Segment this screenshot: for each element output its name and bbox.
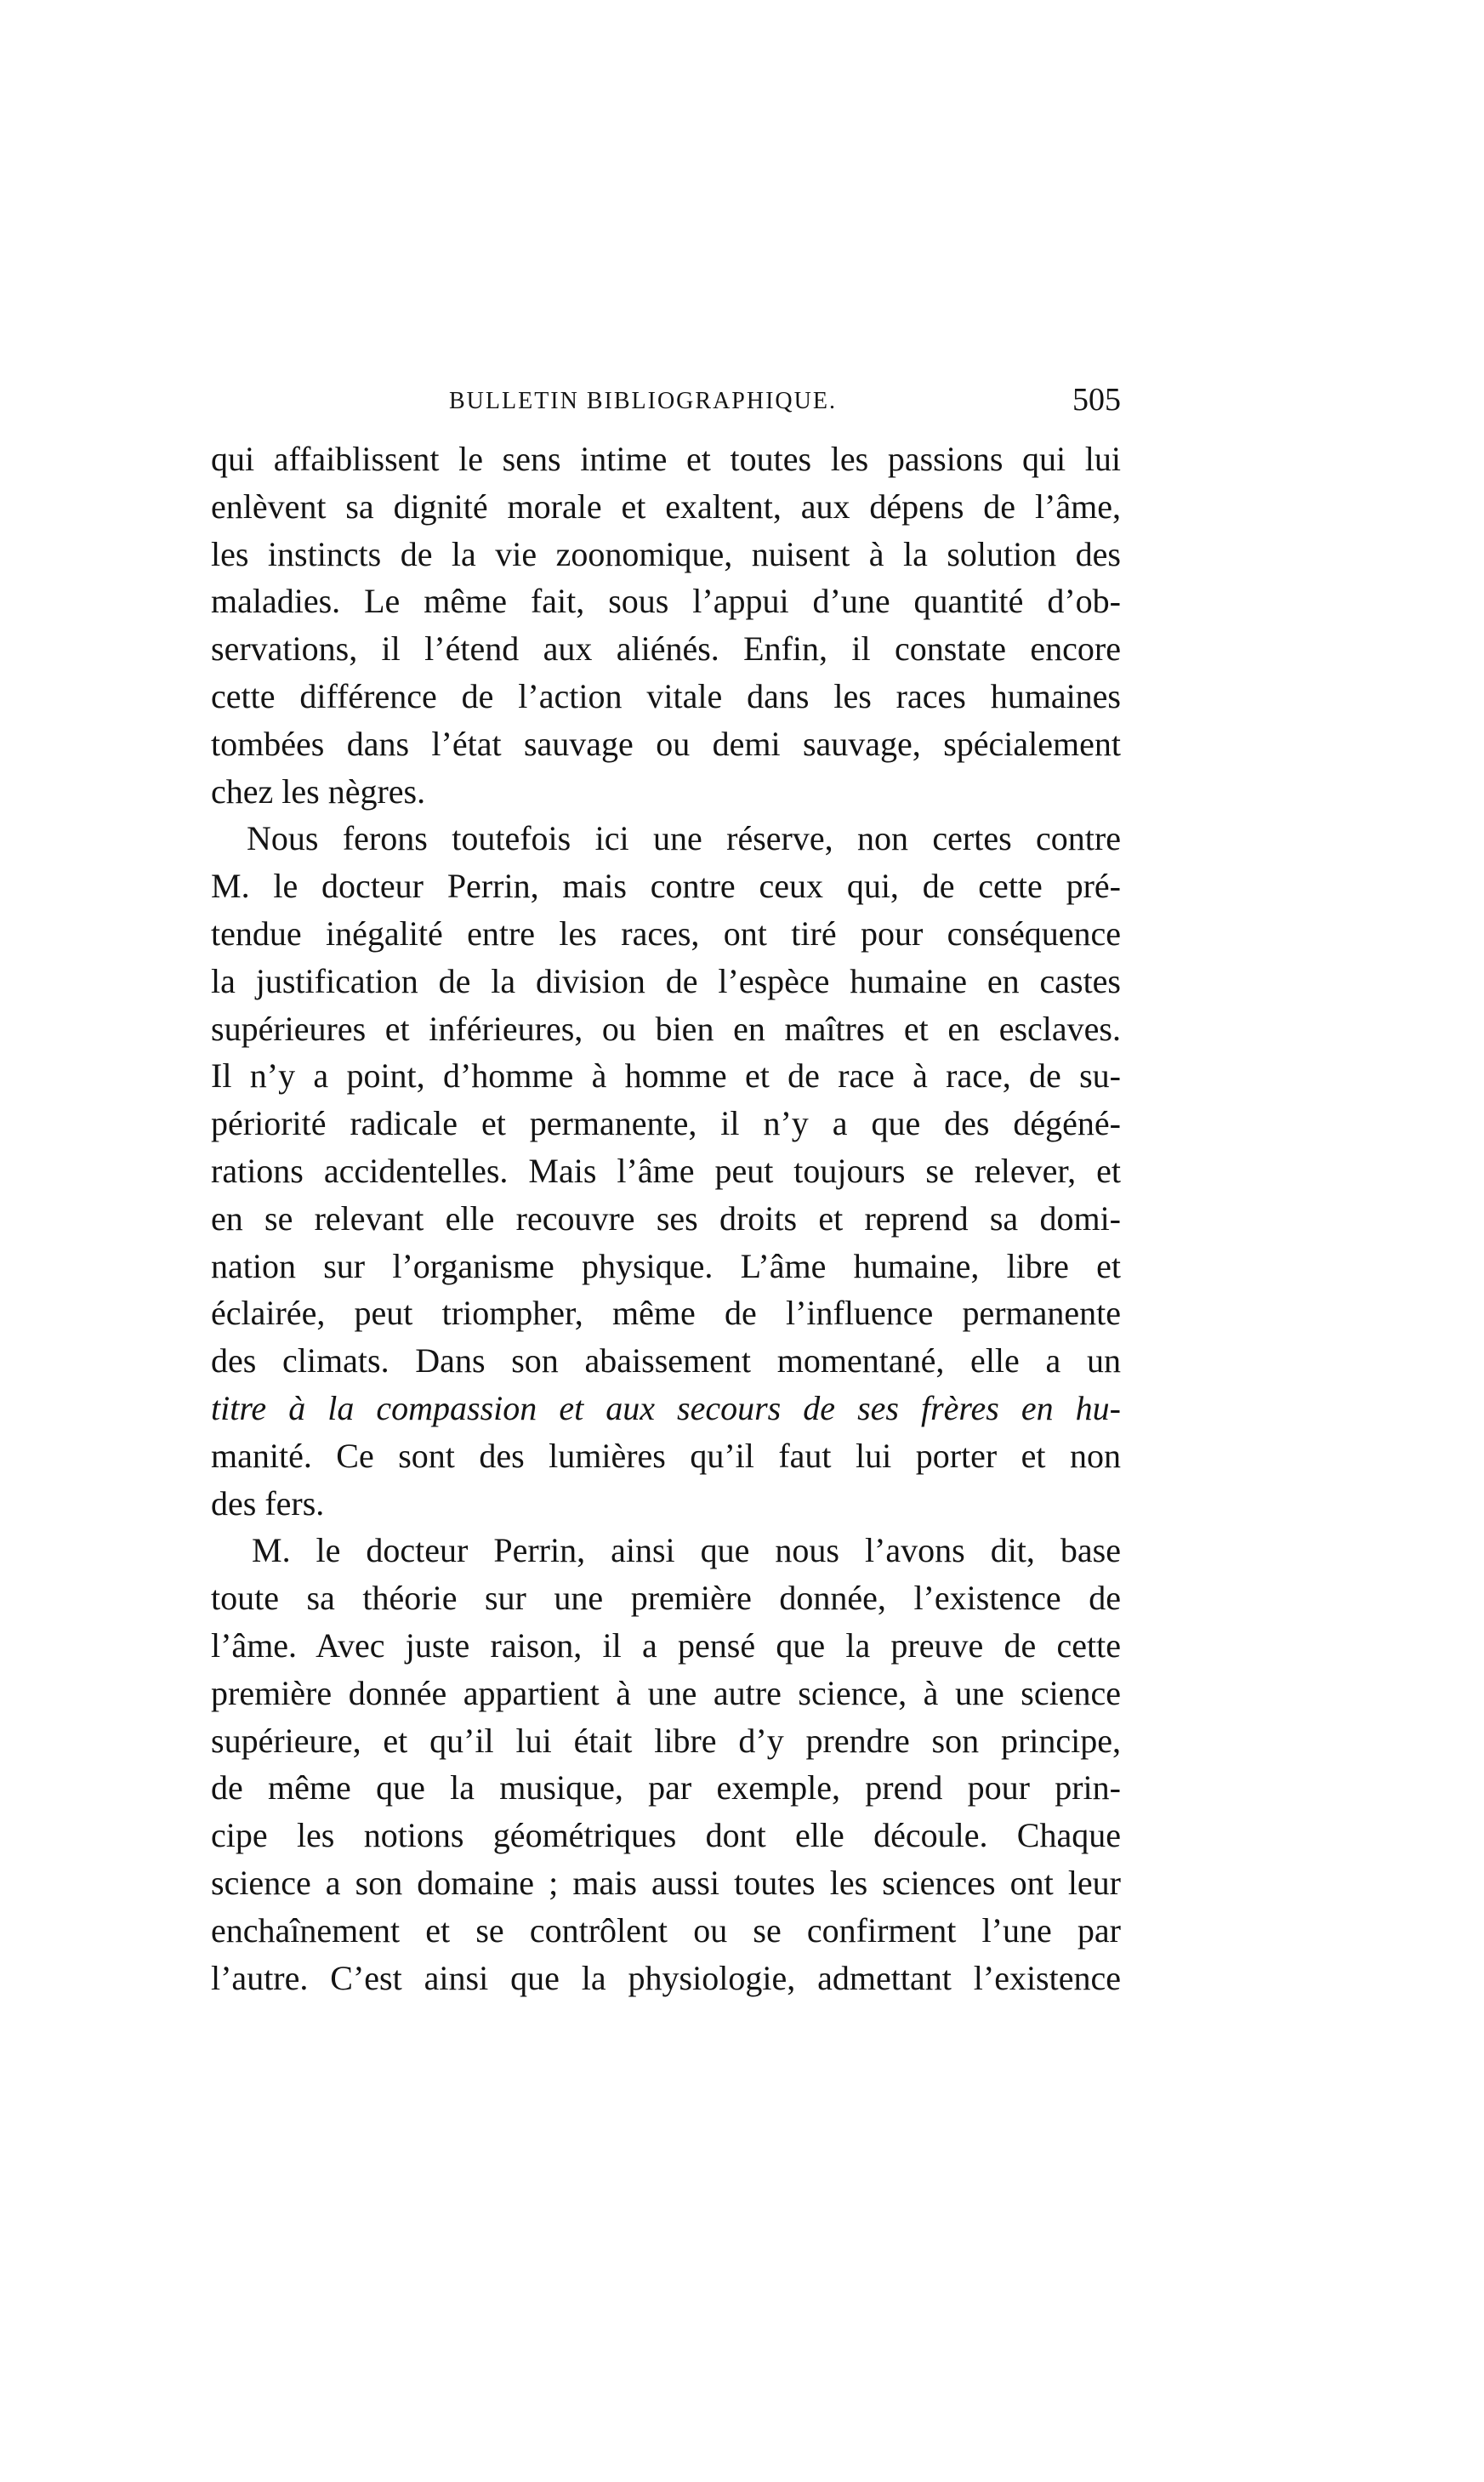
text-line: l’âme. Avec juste raison, il a pensé que la preuve de cette (211, 1625, 1121, 1665)
text-line: manité. Ce sont des lumières qu’il faut lui porter et non (211, 1436, 1121, 1475)
text-line: Il n’y a point, d’homme à homme et de race à race, de su- (211, 1056, 1121, 1096)
text-line: première donnée appartient à une autre science, à une science (211, 1673, 1121, 1712)
page-number: 505 (1072, 382, 1121, 418)
running-title: BULLETIN BIBLIOGRAPHIQUE. (449, 388, 837, 414)
text-line: servations, il l’étend aux aliénés. Enfin, il constate encore (211, 629, 1121, 669)
text-line: en se relevant elle recouvre ses droits et reprend sa domi- (211, 1198, 1121, 1238)
text-line: de même que la musique, par exemple, prend pour prin- (211, 1768, 1121, 1807)
text-line: des fers. (211, 1483, 325, 1523)
text-line: la justification de la division de l’espèce humaine en castes (211, 961, 1121, 1000)
text-line: enlèvent sa dignité morale et exaltent, aux dépens de l’âme, (211, 487, 1121, 526)
text-line: supérieure, et qu’il lui était libre d’y prendre son principe, (211, 1721, 1121, 1760)
text-line: chez les nègres. (211, 771, 426, 811)
text-line: toute sa théorie sur une première donnée, l’existence de (211, 1579, 1121, 1618)
text-line: cipe les notions géométriques dont elle découle. Chaque (211, 1816, 1121, 1855)
text-line: Nous ferons toutefois ici une réserve, non certes contre (247, 819, 1121, 858)
text-line: l’autre. C’est ainsi que la physiologie, admettant l’existence (211, 1958, 1121, 1997)
text-line: périorité radicale et permanente, il n’y a que des dégéné- (211, 1104, 1121, 1143)
body-text (211, 435, 1121, 2001)
text-line: des climats. Dans son abaissement momentané, elle a un (211, 1341, 1121, 1380)
paragraph-1 (211, 435, 1121, 815)
text-line: maladies. Le même fait, sous l’appui d’une quantité d’ob- (211, 582, 1121, 621)
text-line: les instincts de la vie zoonomique, nuisent à la solution des (211, 534, 1121, 573)
text-line: supérieures et inférieures, ou bien en maîtres et en esclaves. (211, 1009, 1121, 1048)
paragraph-3 (211, 1527, 1121, 2001)
text-line: rations accidentelles. Mais l’âme peut toujours se relever, et (211, 1151, 1121, 1190)
text-line: M. le docteur Perrin, mais contre ceux qui, de cette pré- (211, 867, 1121, 906)
running-head (211, 381, 1121, 424)
text-line: qui affaiblissent le sens intime et toutes les passions qui lui (211, 440, 1121, 478)
paragraph-2 (211, 815, 1121, 1527)
text-line: titre à la compassion et aux secours de ses frères en hu- (211, 1388, 1121, 1427)
text-line: cette différence de l’action vitale dans les races humaines (211, 676, 1121, 715)
text-line: nation sur l’organisme physique. L’âme humaine, libre et (211, 1246, 1121, 1285)
text-line: éclairée, peut triompher, même de l’influence permanente (211, 1294, 1121, 1333)
text-line: science a son domaine ; mais aussi toutes les sciences ont leur (211, 1863, 1121, 1902)
text-line: enchaînement et se contrôlent ou se confirment l’une par (211, 1910, 1121, 1950)
text-line: tombées dans l’état sauvage ou demi sauvage, spécialement (211, 724, 1121, 763)
text-line: M. le docteur Perrin, ainsi que nous l’avons dit, base (252, 1531, 1121, 1570)
text-line: tendue inégalité entre les races, ont tiré pour conséquence (211, 914, 1121, 953)
